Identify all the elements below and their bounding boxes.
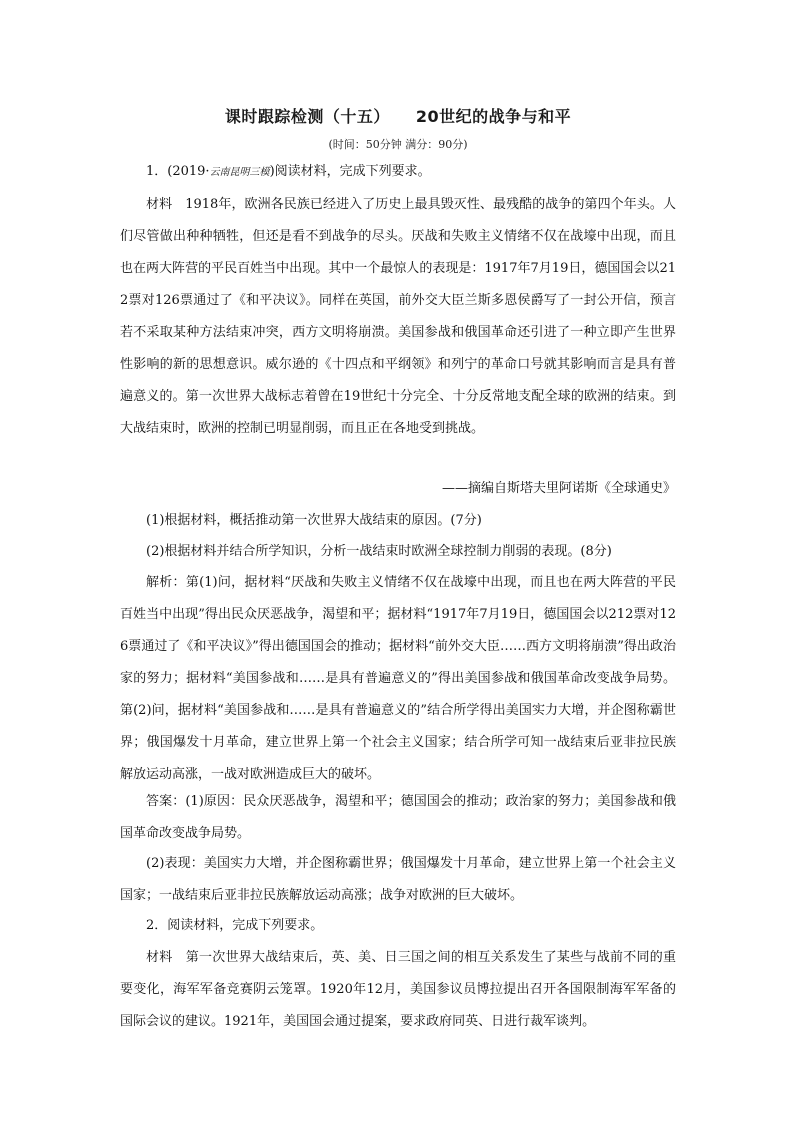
question-2-intro: 2．阅读材料，完成下列要求。 (146, 918, 324, 933)
question-1-sub-2: (2)根据材料并结合所学知识，分析一战结束时欧洲全球控制力削弱的表现。(8分) (146, 544, 612, 559)
question-1-answer-1: 答案：(1)原因：民众厌恶战争，渴望和平；德国国会的推动；政治家的努力；美国参战和俄国革命改变战争局势。 (120, 794, 676, 841)
question-1-sub-1: (1)根据材料，概括推动第一次世界大战结束的原因。(7分) (146, 513, 482, 528)
question-1-source-tag: 云南昆明三模 (209, 167, 270, 178)
exam-time-info: (时间：50分钟 满分：90分) (328, 138, 468, 151)
question-1-analysis: 解析：第(1)问，据材料“厌战和失败主义情绪不仅在战壕中出现，而且也在两大阵营的平民百姓当中出现”得出民众厌恶战争，渴望和平；据材料“1917年7月19日，德国国会以212票对126票通过了《和平决议》”得出德国国会的推动；据材料“前外交大臣……西方文明将崩溃”得出政治家的努力；据材料“美国参战和……是具有普遍意义的”得出美国参战和俄国革命改变战争局势。第(2)问，据材料“美国参战和……是具有普遍意义的”结合所学得出美国实力大增，并企图称霸世界；俄国爆发十月革命，建立世界上第一个社会主义国家；结合所学可知一战结束后亚非拉民族解放运动高涨，一战对欧洲造成巨大的破坏。 (120, 575, 676, 782)
question-2-material: 材料 第一次世界大战结束后，英、美、日三国之间的相互关系发生了某些与战前不同的重要变化，海军军备竞赛阴云笼罩。1920年12月，美国参议员博拉提出召开各国限制海军军备的国际会议的建议。1921年，美国国会通过提案，要求政府同英、日进行裁军谈判。 (120, 950, 676, 1029)
page-title (120, 104, 676, 127)
title-part-1: 课时跟踪检测（十五） (224, 107, 390, 126)
question-1-answer-2: (2)表现：美国实力大增，并企图称霸世界；俄国爆发十月革命，建立世界上第一个社会主义国家；一战结束后亚非拉民族解放运动高涨；战争对欧洲的巨大破坏。 (120, 856, 676, 903)
question-1-number: 1．(2019· (146, 164, 210, 179)
question-1-intro (120, 156, 676, 189)
question-1-instruction: )阅读材料，完成下列要求。 (269, 164, 431, 179)
title-part-2: 20世纪的战争与和平 (415, 107, 572, 126)
question-1-material-source: ——摘编自斯塔夫里阿诺斯《全球通史》 (441, 481, 676, 496)
question-1-material: 材料 1918年，欧洲各民族已经进入了历史上最具毁灭性、最残酷的战争的第四个年头。人们尽管做出种种牺牲，但还是看不到战争的尽头。厌战和失败主义情绪不仅在战壕中出现，而且也在两大阵营的平民百姓当中出现。其中一个最惊人的表现是：1917年7月19日，德国国会以212票对126票通过了《和平决议》。同样在英国，前外交大臣兰斯多恩侯爵写了一封公开信，预言若不采取某种方法结束冲突，西方文明将崩溃。美国参战和俄国革命还引进了一种立即产生世界性影响的新的思想意识。威尔逊的《十四点和平纲领》和列宁的革命口号就其影响而言是具有普遍意义的。第一次世界大战标志着曾在19世纪十分完全、十分反常地支配全球的欧洲的结束。到大战结束时，欧洲的控制已明显削弱，而且正在各地受到挑战。 (120, 197, 676, 436)
